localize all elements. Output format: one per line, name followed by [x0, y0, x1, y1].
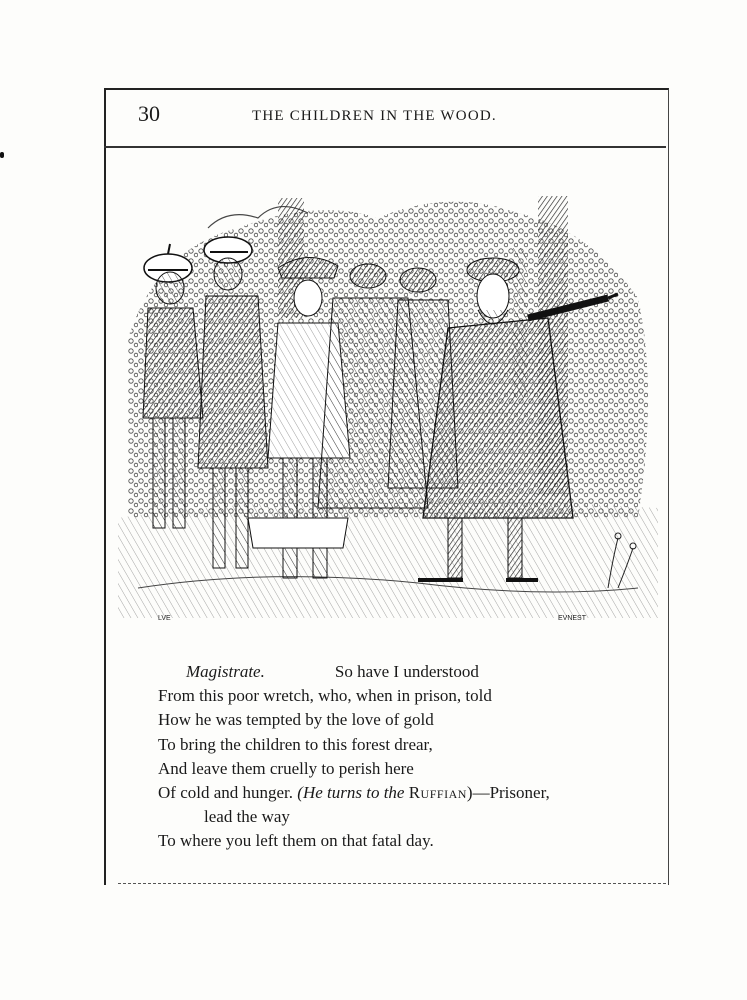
ink-speck	[0, 152, 4, 158]
artist-signature-right: EVNEST	[558, 615, 587, 622]
verse-line: And leave them cruelly to perish here	[158, 758, 414, 778]
verse-text: So have I understood	[334, 662, 479, 681]
verse-block	[158, 660, 648, 854]
running-title: THE CHILDREN IN THE WOOD.	[252, 108, 497, 124]
header-rule	[104, 146, 666, 148]
verse-line	[158, 660, 648, 684]
verse-line: lead the way	[204, 807, 290, 827]
verse-line: From this poor wretch, who, when in prison, told	[158, 686, 492, 706]
woodcut-illustration-icon	[118, 188, 658, 628]
ground	[118, 500, 658, 618]
verse-text: Of cold and hunger.	[158, 783, 294, 803]
verse-line	[158, 781, 648, 805]
verse-line: How he was tempted by the love of gold	[158, 710, 434, 730]
verse-line: To where you left them on that fatal day.	[158, 831, 434, 851]
speaker-name: Magistrate.	[186, 662, 265, 681]
artist-signature-left: LVE	[158, 615, 171, 622]
bottom-rule	[118, 883, 666, 884]
character-name: Ruffian	[408, 783, 467, 803]
verse-line: To bring the children to this forest drear,	[158, 734, 433, 754]
stage-direction: (He turns to the	[297, 783, 405, 803]
verse-text: )—Prisoner,	[466, 783, 550, 803]
page-number: 30	[138, 101, 160, 126]
